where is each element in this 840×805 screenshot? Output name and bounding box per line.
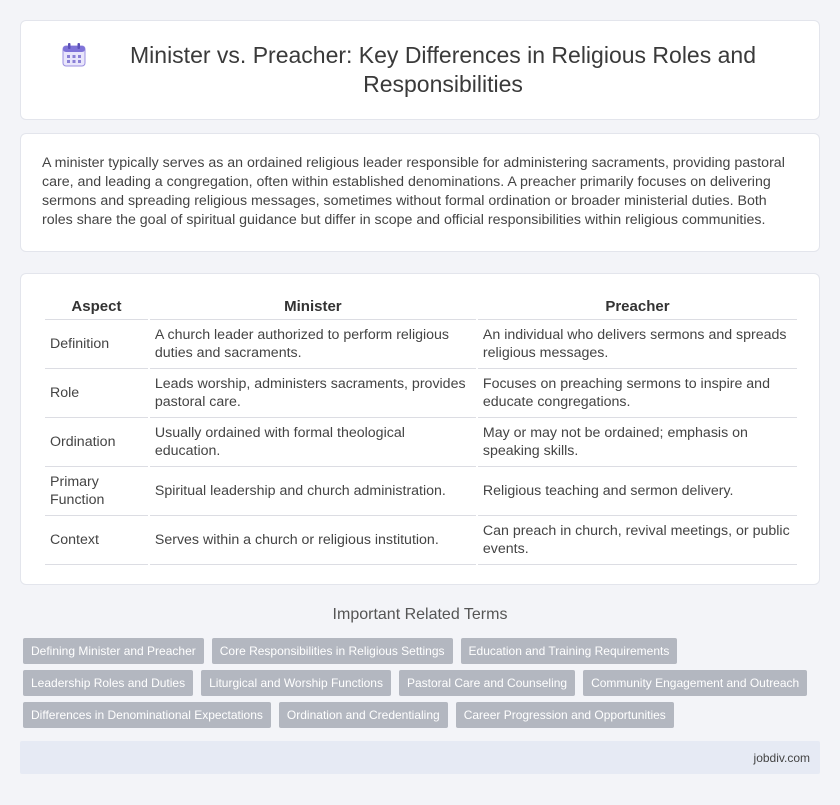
term-row xyxy=(23,670,823,696)
aspect-cell: Context xyxy=(45,516,148,565)
preacher-cell: Can preach in church, revival meetings, or public events. xyxy=(478,516,797,565)
term-chip[interactable]: Pastoral Care and Counseling xyxy=(399,670,575,696)
title-card xyxy=(20,20,820,120)
term-chip[interactable]: Defining Minister and Preacher xyxy=(23,638,204,664)
table-row xyxy=(45,418,797,467)
minister-cell: Serves within a church or religious institution. xyxy=(150,516,476,565)
term-chip[interactable]: Differences in Denominational Expectations xyxy=(23,702,271,728)
header-minister: Minister xyxy=(150,294,476,320)
table-row xyxy=(45,369,797,418)
term-row xyxy=(23,702,823,728)
comparison-table-card xyxy=(20,273,820,585)
minister-cell: A church leader authorized to perform religious duties and sacraments. xyxy=(150,320,476,369)
page-title: Minister vs. Preacher: Key Differences in Religious Roles and Responsibilities xyxy=(130,42,756,97)
footer xyxy=(20,741,820,774)
table-header-row xyxy=(45,294,797,320)
footer-site-link[interactable]: jobdiv.com xyxy=(753,751,810,765)
header-preacher: Preacher xyxy=(478,294,797,320)
table-row xyxy=(45,516,797,565)
aspect-cell: Definition xyxy=(45,320,148,369)
table-row xyxy=(45,320,797,369)
term-chip[interactable]: Leadership Roles and Duties xyxy=(23,670,193,696)
title-wrap xyxy=(61,41,779,99)
term-chip[interactable]: Career Progression and Opportunities xyxy=(456,702,674,728)
term-chip[interactable]: Community Engagement and Outreach xyxy=(583,670,807,696)
table-row xyxy=(45,467,797,516)
preacher-cell: Focuses on preaching sermons to inspire and educate congregations. xyxy=(478,369,797,418)
related-terms-heading: Important Related Terms xyxy=(332,606,508,623)
aspect-cell: Role xyxy=(45,369,148,418)
header-aspect: Aspect xyxy=(45,294,148,320)
aspect-cell: Primary Function xyxy=(45,467,148,516)
term-row xyxy=(23,638,823,664)
intro-card xyxy=(20,133,820,252)
minister-cell: Leads worship, administers sacraments, provides pastoral care. xyxy=(150,369,476,418)
aspect-cell: Ordination xyxy=(45,418,148,467)
preacher-cell: Religious teaching and sermon delivery. xyxy=(478,467,797,516)
related-terms xyxy=(23,638,823,734)
minister-cell: Spiritual leadership and church administration. xyxy=(150,467,476,516)
intro-paragraph: A minister typically serves as an ordained religious leader responsible for administering sacraments, providing pastoral care, and leading a congregation, often within established denominations. A preacher primarily focuses on delivering sermons and spreading religious messages, sometimes without formal ordination or broader ministerial duties. Both roles share the goal of spiritual guidance but differ in scope and official responsibilities within religious communities. xyxy=(42,155,785,228)
preacher-cell: An individual who delivers sermons and spreads religious messages. xyxy=(478,320,797,369)
term-chip[interactable]: Ordination and Credentialing xyxy=(279,702,448,728)
comparison-table xyxy=(43,294,799,565)
preacher-cell: May or may not be ordained; emphasis on speaking skills. xyxy=(478,418,797,467)
term-chip[interactable]: Core Responsibilities in Religious Settings xyxy=(212,638,453,664)
calendar-icon xyxy=(61,42,87,68)
term-chip[interactable]: Education and Training Requirements xyxy=(461,638,678,664)
minister-cell: Usually ordained with formal theological education. xyxy=(150,418,476,467)
term-chip[interactable]: Liturgical and Worship Functions xyxy=(201,670,391,696)
